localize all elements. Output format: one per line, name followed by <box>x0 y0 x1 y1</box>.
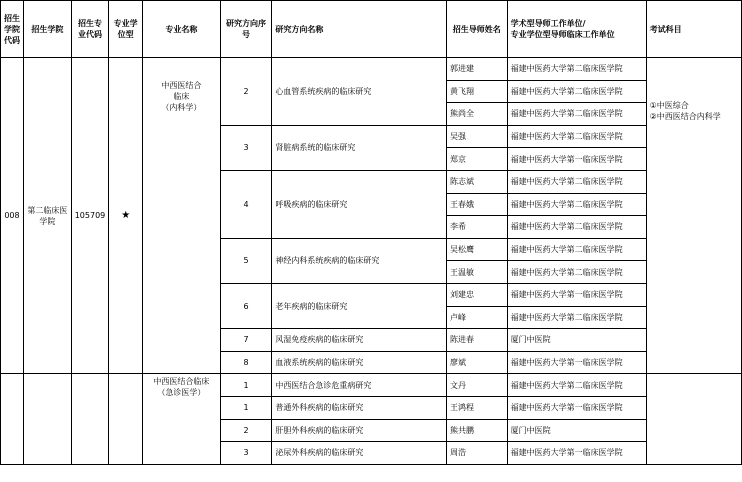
work-unit-header-line2: 专业学位型导师临床工作单位 <box>510 30 615 39</box>
work-unit-cell: 福建中医药大学第一临床医学院 <box>507 396 646 419</box>
direction-no-cell: 6 <box>220 283 272 328</box>
work-unit-cell: 福建中医药大学第二临床医学院 <box>507 170 646 193</box>
col-header-exam: 考试科目 <box>646 1 741 58</box>
direction-name-cell: 风湿免疫疾病的临床研究 <box>272 329 447 352</box>
school-name-cell: 第二临床医学院 <box>23 58 71 374</box>
tutor-name-cell: 陈志斌 <box>447 170 508 193</box>
major-code-cell-empty <box>71 374 109 464</box>
direction-name-cell: 肝胆外科疾病的临床研究 <box>272 419 447 442</box>
tutor-name-cell: 熊尚全 <box>447 103 508 126</box>
tutor-name-cell: 郭进建 <box>447 58 508 81</box>
exam-subjects-cell-empty <box>646 374 741 464</box>
col-header-school-name: 招生学院 <box>23 1 71 58</box>
col-header-degree-type: 专业学位型 <box>109 1 143 58</box>
direction-no-cell: 4 <box>220 170 272 238</box>
work-unit-cell: 福建中医药大学第二临床医学院 <box>507 193 646 216</box>
school-code-cell-empty <box>1 374 24 464</box>
work-unit-cell: 厦门中医院 <box>507 419 646 442</box>
work-unit-cell: 厦门中医院 <box>507 329 646 352</box>
tutor-name-cell: 刘建忠 <box>447 283 508 306</box>
direction-name-cell: 血液系统疾病的临床研究 <box>272 351 447 374</box>
direction-name-cell: 呼吸疾病的临床研究 <box>272 170 447 238</box>
exam-subject-1: ①中医综合 <box>649 101 689 110</box>
tutor-name-cell: 王鸿程 <box>447 396 508 419</box>
direction-no-cell: 8 <box>220 351 272 374</box>
col-header-direction-name: 研究方向名称 <box>272 1 447 58</box>
col-header-school-code: 招生学院代码 <box>1 1 24 58</box>
direction-no-cell: 1 <box>220 396 272 419</box>
tutor-name-cell: 吴强 <box>447 125 508 148</box>
direction-name-cell: 神经内科系统疾病的临床研究 <box>272 238 447 283</box>
direction-name-cell: 泌尿外科疾病的临床研究 <box>272 442 447 465</box>
direction-name-cell: 老年疾病的临床研究 <box>272 283 447 328</box>
direction-no-cell: 2 <box>220 58 272 126</box>
tutor-name-cell: 王温敏 <box>447 261 508 284</box>
work-unit-cell: 福建中医药大学第二临床医学院 <box>507 216 646 239</box>
work-unit-cell: 福建中医药大学第二临床医学院 <box>507 58 646 81</box>
direction-no-cell: 3 <box>220 125 272 170</box>
work-unit-cell: 福建中医药大学第一临床医学院 <box>507 442 646 465</box>
work-unit-cell: 福建中医药大学第一临床医学院 <box>507 351 646 374</box>
table-body <box>1 58 742 465</box>
major-name-cell <box>143 58 221 374</box>
work-unit-cell: 福建中医药大学第二临床医学院 <box>507 125 646 148</box>
direction-name-cell: 心血管系统疾病的临床研究 <box>272 58 447 126</box>
direction-name-cell: 中西医结合急诊危重病研究 <box>272 374 447 397</box>
major-name-line1: 中西医结合临床 <box>153 377 210 387</box>
tutor-name-cell: 周浩 <box>447 442 508 465</box>
col-header-work-unit <box>507 1 646 58</box>
direction-no-cell: 2 <box>220 419 272 442</box>
major-name-cell <box>143 374 221 464</box>
work-unit-cell: 福建中医药大学第二临床医学院 <box>507 238 646 261</box>
table-row <box>1 58 742 81</box>
major-name-line2: （急诊医学） <box>157 388 206 398</box>
tutor-name-cell: 黄飞翔 <box>447 80 508 103</box>
tutor-name-cell: 陈进春 <box>447 329 508 352</box>
work-unit-header-line1: 学术型导师工作单位/ <box>510 19 586 28</box>
tutor-name-cell: 卢峰 <box>447 306 508 329</box>
school-code-cell: 008 <box>1 58 24 374</box>
school-name-cell-empty <box>23 374 71 464</box>
tutor-name-cell: 吴松鹰 <box>447 238 508 261</box>
work-unit-cell: 福建中医药大学第二临床医学院 <box>507 261 646 284</box>
major-name-line1: 中西医结合 <box>161 81 202 90</box>
col-header-major-name: 专业名称 <box>143 1 221 58</box>
major-name-line2: 临床 <box>173 92 190 101</box>
col-header-direction-no: 研究方向序号 <box>220 1 272 58</box>
tutor-name-cell: 李希 <box>447 216 508 239</box>
tutor-name-cell: 王春娥 <box>447 193 508 216</box>
direction-name-cell: 肾脏病系统的临床研究 <box>272 125 447 170</box>
work-unit-cell: 福建中医药大学第二临床医学院 <box>507 374 646 397</box>
degree-cell-empty <box>109 374 143 464</box>
major-code-cell: 105709 <box>71 58 109 374</box>
work-unit-cell: 福建中医药大学第一临床医学院 <box>507 148 646 171</box>
work-unit-cell: 福建中医药大学第一临床医学院 <box>507 283 646 306</box>
degree-star-mark: ★ <box>109 58 143 374</box>
work-unit-cell: 福建中医药大学第二临床医学院 <box>507 103 646 126</box>
direction-no-cell: 7 <box>220 329 272 352</box>
exam-subject-2: ②中西医结合内科学 <box>649 112 721 121</box>
col-header-major-code: 招生专业代码 <box>71 1 109 58</box>
exam-subjects-cell <box>646 58 741 374</box>
tutor-name-cell: 文丹 <box>447 374 508 397</box>
direction-no-cell: 5 <box>220 238 272 283</box>
work-unit-cell: 福建中医药大学第二临床医学院 <box>507 80 646 103</box>
tutor-name-cell: 郑京 <box>447 148 508 171</box>
col-header-tutor: 招生导师姓名 <box>447 1 508 58</box>
work-unit-cell: 福建中医药大学第二临床医学院 <box>507 306 646 329</box>
direction-name-cell: 普通外科疾病的临床研究 <box>272 396 447 419</box>
header-row <box>1 1 742 58</box>
tutor-name-cell: 廖斌 <box>447 351 508 374</box>
major-name-line3: （内科学） <box>161 103 202 112</box>
table-row <box>1 374 742 397</box>
direction-no-cell: 1 <box>220 374 272 397</box>
tutor-name-cell: 熊共鹏 <box>447 419 508 442</box>
direction-no-cell: 3 <box>220 442 272 465</box>
